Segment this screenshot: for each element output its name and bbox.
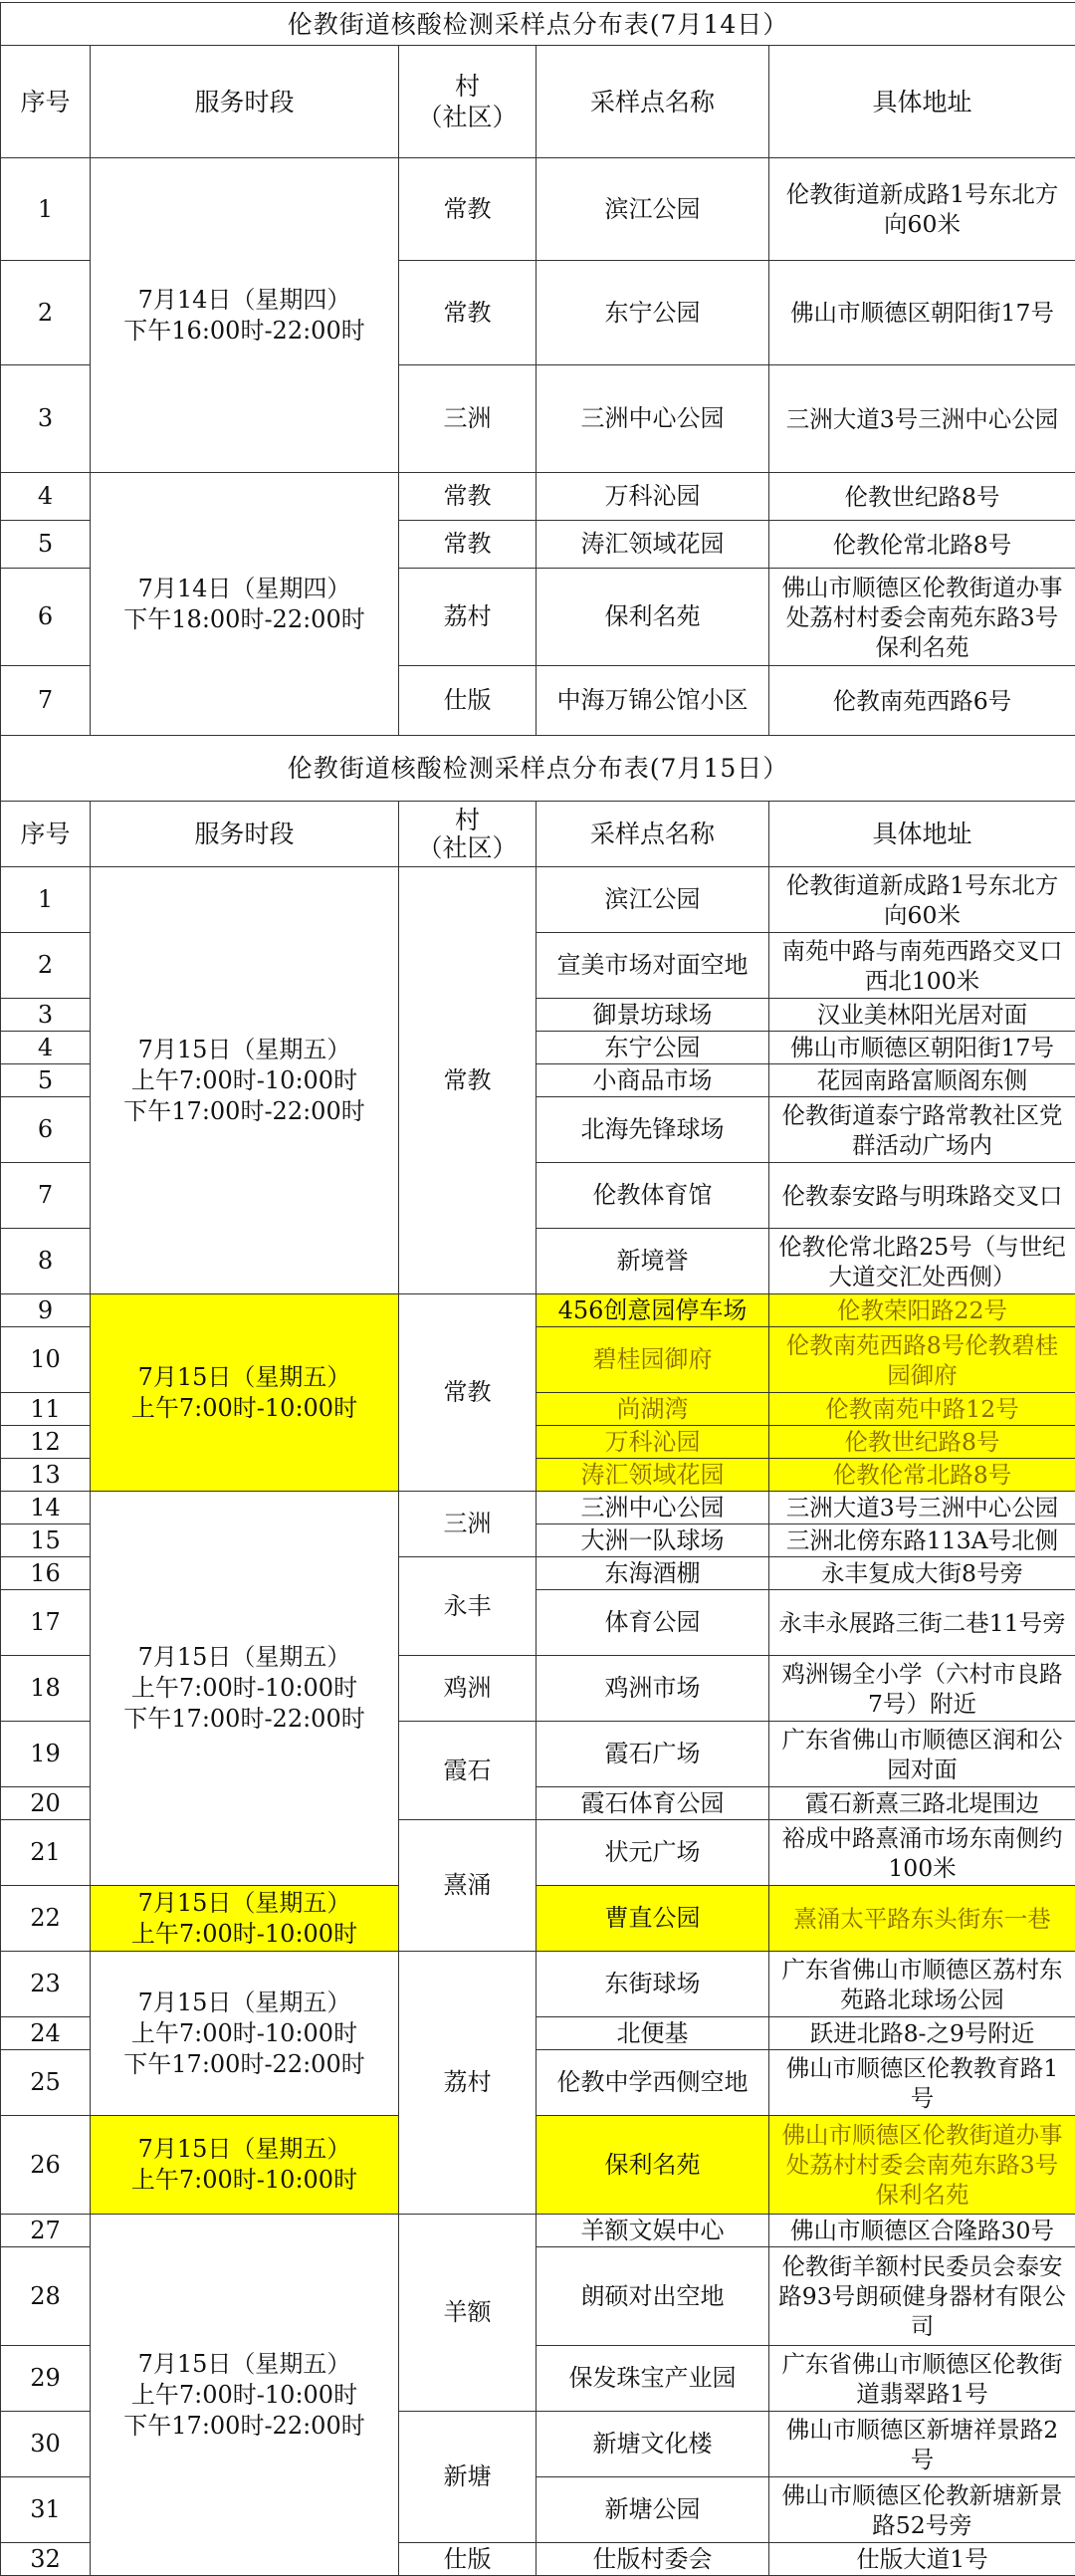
service-time: 7月15日（星期五） 上午7:00时-10:00时 下午17:00时-22:00时	[91, 867, 399, 1294]
header-time: 服务时段	[91, 46, 399, 158]
service-time: 7月15日（星期五） 上午7:00时-10:00时	[91, 1294, 399, 1492]
village: 常教	[399, 1294, 537, 1492]
site-name: 东宁公园	[537, 1032, 769, 1064]
service-time: 7月15日（星期五） 上午7:00时-10:00时 下午17:00时-22:00时	[91, 2215, 399, 2576]
row-no: 8	[1, 1229, 91, 1294]
site-address: 鸡洲锡全小学（六村市良路7号）附近	[769, 1656, 1075, 1722]
site-name: 万科沁园	[537, 473, 769, 521]
table-row	[1, 1952, 1075, 2017]
row-no: 1	[1, 158, 91, 261]
row-no: 25	[1, 2050, 91, 2116]
table-row	[1, 1886, 1075, 1952]
row-no: 2	[1, 933, 91, 999]
row-no: 20	[1, 1787, 91, 1820]
row-no: 22	[1, 1886, 91, 1952]
site-name: 保发珠宝产业园	[537, 2346, 769, 2412]
site-address: 霞石新熹三路北堤围边	[769, 1787, 1075, 1820]
row-no: 4	[1, 473, 91, 521]
site-address: 仕版大道1号	[769, 2543, 1075, 2576]
site-name: 新塘文化楼	[537, 2412, 769, 2477]
site-address: 伦教伦常北路25号（与世纪大道交汇处西侧）	[769, 1229, 1075, 1294]
village: 常教	[399, 867, 537, 1294]
table-title: 伦教街道核酸检测采样点分布表(7月14日）	[1, 3, 1075, 46]
site-name: 北海先锋球场	[537, 1097, 769, 1163]
site-address: 佛山市顺德区合隆路30号	[769, 2215, 1075, 2247]
row-no: 12	[1, 1426, 91, 1459]
site-name: 霞石体育公园	[537, 1787, 769, 1820]
site-address: 熹涌太平路东头街东一巷	[769, 1886, 1075, 1952]
site-name: 北便基	[537, 2017, 769, 2050]
row-no: 4	[1, 1032, 91, 1064]
site-name: 涛汇领域花园	[537, 521, 769, 569]
site-address: 广东省佛山市顺德区伦教街道翡翠路1号	[769, 2346, 1075, 2412]
header-time: 服务时段	[91, 802, 399, 867]
service-time: 7月14日（星期四） 下午18:00时-22:00时	[91, 473, 399, 736]
site-address: 佛山市顺德区伦教新塘新景路52号旁	[769, 2477, 1075, 2543]
site-name: 新塘公园	[537, 2477, 769, 2543]
site-address: 伦教街道新成路1号东北方向60米	[769, 867, 1075, 933]
site-address: 广东省佛山市顺德区润和公园对面	[769, 1722, 1075, 1787]
site-address: 佛山市顺德区朝阳街17号	[769, 1032, 1075, 1064]
row-no: 14	[1, 1492, 91, 1524]
village: 荔村	[399, 1952, 537, 2215]
row-no: 2	[1, 261, 91, 365]
site-name: 小商品市场	[537, 1064, 769, 1097]
sampling-table-july-15	[0, 735, 1075, 2576]
site-name: 456创意园停车场	[537, 1294, 769, 1327]
site-address: 三洲大道3号三洲中心公园	[769, 1492, 1075, 1524]
row-no: 18	[1, 1656, 91, 1722]
site-address: 佛山市顺德区伦教街道办事处荔村村委会南苑东路3号保利名苑	[769, 2116, 1075, 2215]
site-address: 伦教伦常北路8号	[769, 521, 1075, 569]
header-site: 采样点名称	[537, 802, 769, 867]
site-name: 滨江公园	[537, 158, 769, 261]
site-address: 伦教南苑西路6号	[769, 666, 1075, 736]
header-site: 采样点名称	[537, 46, 769, 158]
site-name: 曹直公园	[537, 1886, 769, 1952]
village: 常教	[399, 158, 537, 261]
row-no: 13	[1, 1459, 91, 1492]
site-address: 伦教街道泰宁路常教社区党群活动广场内	[769, 1097, 1075, 1163]
table-row	[1, 2215, 1075, 2247]
row-no: 5	[1, 1064, 91, 1097]
header-no: 序号	[1, 802, 91, 867]
village: 霞石	[399, 1722, 537, 1820]
site-name: 体育公园	[537, 1590, 769, 1656]
service-time: 7月15日（星期五） 上午7:00时-10:00时 下午17:00时-22:00时	[91, 1492, 399, 1886]
village: 常教	[399, 261, 537, 365]
site-name: 东宁公园	[537, 261, 769, 365]
row-no: 24	[1, 2017, 91, 2050]
site-name: 万科沁园	[537, 1426, 769, 1459]
site-address: 伦教伦常北路8号	[769, 1459, 1075, 1492]
row-no: 31	[1, 2477, 91, 2543]
site-name: 宣美市场对面空地	[537, 933, 769, 999]
table-row	[1, 1294, 1075, 1327]
row-no: 26	[1, 2116, 91, 2215]
row-no: 3	[1, 365, 91, 473]
site-address: 三洲北傍东路113A号北侧	[769, 1524, 1075, 1557]
site-name: 三洲中心公园	[537, 365, 769, 473]
site-address: 伦教南苑中路12号	[769, 1393, 1075, 1426]
site-name: 状元广场	[537, 1820, 769, 1886]
row-no: 5	[1, 521, 91, 569]
table-row	[1, 1492, 1075, 1524]
site-address: 永丰永展路三街二巷11号旁	[769, 1590, 1075, 1656]
site-name: 保利名苑	[537, 569, 769, 666]
site-name: 东街球场	[537, 1952, 769, 2017]
site-name: 霞石广场	[537, 1722, 769, 1787]
header-address: 具体地址	[769, 802, 1075, 867]
header-village: 村 （社区）	[399, 46, 537, 158]
site-address: 伦教荣阳路22号	[769, 1294, 1075, 1327]
site-address: 伦教世纪路8号	[769, 473, 1075, 521]
village: 熹涌	[399, 1820, 537, 1952]
site-address: 伦教世纪路8号	[769, 1426, 1075, 1459]
site-address: 花园南路富顺阁东侧	[769, 1064, 1075, 1097]
site-name: 御景坊球场	[537, 999, 769, 1032]
site-name: 东海酒棚	[537, 1557, 769, 1590]
site-name: 大洲一队球场	[537, 1524, 769, 1557]
table-row	[1, 473, 1075, 521]
site-address: 佛山市顺德区伦教街道办事处荔村村委会南苑东路3号保利名苑	[769, 569, 1075, 666]
service-time: 7月15日（星期五） 上午7:00时-10:00时	[91, 1886, 399, 1952]
header-no: 序号	[1, 46, 91, 158]
row-no: 1	[1, 867, 91, 933]
site-name: 涛汇领域花园	[537, 1459, 769, 1492]
row-no: 3	[1, 999, 91, 1032]
site-address: 佛山市顺德区伦教教育路1号	[769, 2050, 1075, 2116]
site-name: 滨江公园	[537, 867, 769, 933]
site-address: 广东省佛山市顺德区荔村东苑路北球场公园	[769, 1952, 1075, 2017]
row-no: 7	[1, 666, 91, 736]
village: 仕版	[399, 2543, 537, 2576]
row-no: 6	[1, 569, 91, 666]
row-no: 16	[1, 1557, 91, 1590]
village: 永丰	[399, 1557, 537, 1656]
table-title: 伦教街道核酸检测采样点分布表(7月15日）	[1, 736, 1075, 802]
site-name: 尚湖湾	[537, 1393, 769, 1426]
site-address: 伦教泰安路与明珠路交叉口	[769, 1163, 1075, 1229]
table-row	[1, 867, 1075, 933]
header-address: 具体地址	[769, 46, 1075, 158]
site-address: 永丰复成大街8号旁	[769, 1557, 1075, 1590]
site-name: 伦教体育馆	[537, 1163, 769, 1229]
row-no: 10	[1, 1327, 91, 1393]
site-address: 三洲大道3号三洲中心公园	[769, 365, 1075, 473]
site-name: 碧桂园御府	[537, 1327, 769, 1393]
site-address: 跃进北路8-之9号附近	[769, 2017, 1075, 2050]
row-no: 19	[1, 1722, 91, 1787]
village: 常教	[399, 521, 537, 569]
row-no: 9	[1, 1294, 91, 1327]
site-address: 佛山市顺德区朝阳街17号	[769, 261, 1075, 365]
village: 新塘	[399, 2412, 537, 2543]
service-time: 7月15日（星期五） 上午7:00时-10:00时	[91, 2116, 399, 2215]
village: 仕版	[399, 666, 537, 736]
village: 三洲	[399, 365, 537, 473]
village: 鸡洲	[399, 1656, 537, 1722]
site-address: 裕成中路熹涌市场东南侧约100米	[769, 1820, 1075, 1886]
site-name: 新境誉	[537, 1229, 769, 1294]
table-row	[1, 158, 1075, 261]
site-name: 鸡洲市场	[537, 1656, 769, 1722]
row-no: 11	[1, 1393, 91, 1426]
site-address: 伦教街道新成路1号东北方向60米	[769, 158, 1075, 261]
site-name: 朗硕对出空地	[537, 2247, 769, 2346]
village: 荔村	[399, 569, 537, 666]
site-name: 三洲中心公园	[537, 1492, 769, 1524]
site-name: 伦教中学西侧空地	[537, 2050, 769, 2116]
sampling-table-july-14	[0, 2, 1075, 736]
row-no: 29	[1, 2346, 91, 2412]
row-no: 27	[1, 2215, 91, 2247]
site-address: 南苑中路与南苑西路交叉口西北100米	[769, 933, 1075, 999]
header-village: 村 （社区）	[399, 802, 537, 867]
site-name: 羊额文娱中心	[537, 2215, 769, 2247]
village: 羊额	[399, 2215, 537, 2412]
village: 三洲	[399, 1492, 537, 1557]
row-no: 7	[1, 1163, 91, 1229]
row-no: 32	[1, 2543, 91, 2576]
site-name: 仕版村委会	[537, 2543, 769, 2576]
row-no: 23	[1, 1952, 91, 2017]
village: 常教	[399, 473, 537, 521]
row-no: 28	[1, 2247, 91, 2346]
row-no: 17	[1, 1590, 91, 1656]
site-address: 伦教街羊额村民委员会泰安路93号朗硕健身器材有限公司	[769, 2247, 1075, 2346]
site-address: 佛山市顺德区新塘祥景路2号	[769, 2412, 1075, 2477]
service-time: 7月14日（星期四） 下午16:00时-22:00时	[91, 158, 399, 473]
row-no: 15	[1, 1524, 91, 1557]
site-name: 中海万锦公馆小区	[537, 666, 769, 736]
row-no: 21	[1, 1820, 91, 1886]
row-no: 30	[1, 2412, 91, 2477]
table-row	[1, 2116, 1075, 2215]
site-address: 伦教南苑西路8号伦教碧桂园御府	[769, 1327, 1075, 1393]
site-name: 保利名苑	[537, 2116, 769, 2215]
service-time: 7月15日（星期五） 上午7:00时-10:00时 下午17:00时-22:00时	[91, 1952, 399, 2116]
site-address: 汉业美林阳光居对面	[769, 999, 1075, 1032]
row-no: 6	[1, 1097, 91, 1163]
